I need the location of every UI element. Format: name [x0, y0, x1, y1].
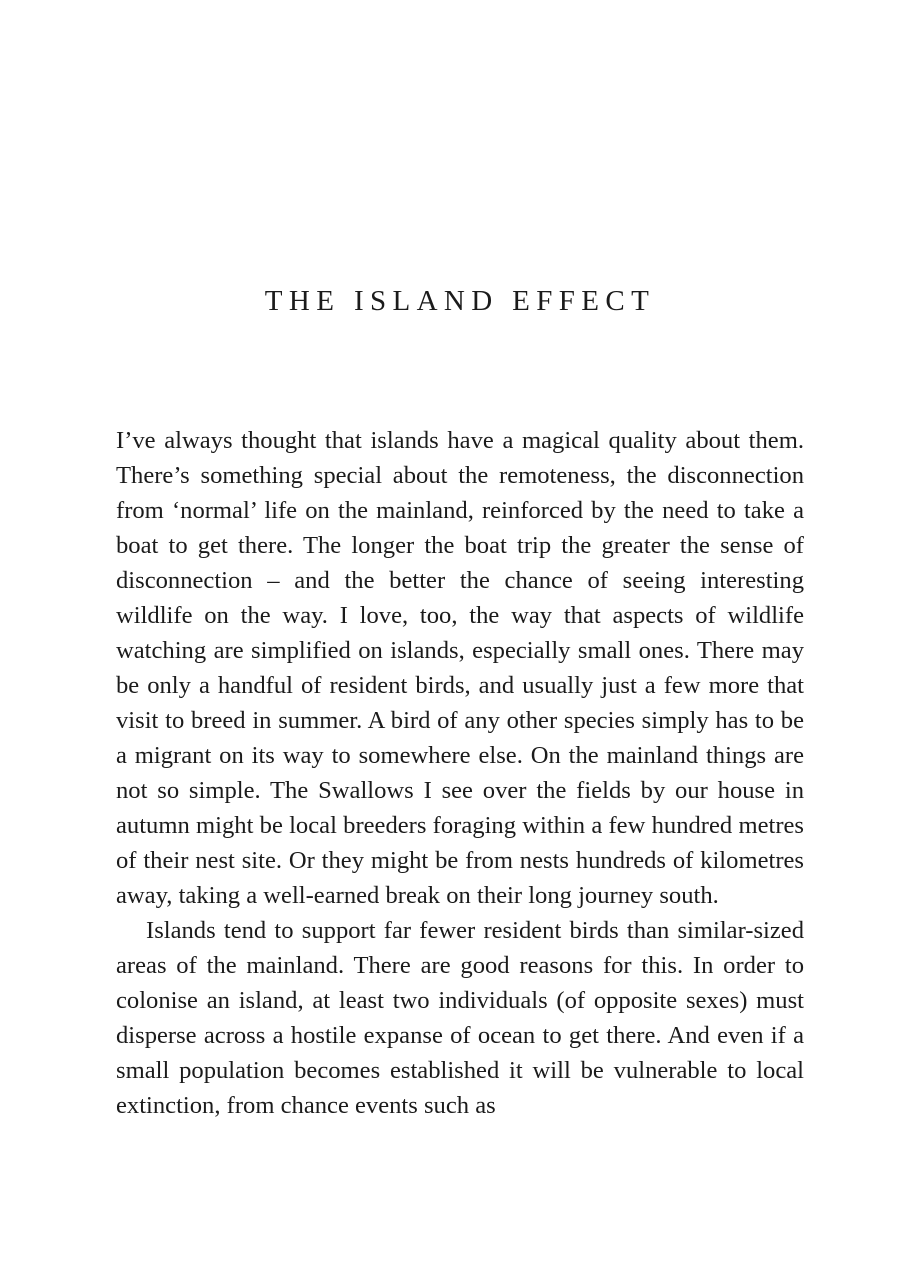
paragraph: Islands tend to support far fewer resident birds than similar-sized areas of the mainland. There are good reasons for this. In order to colonise an island, at least two individuals (of opposite sexes) must disperse across a hostile expanse of ocean to get there. And even if a small population becomes established it will be vulnerable to local extinction, from chance events such as — [116, 917, 804, 1119]
paragraph: I’ve always thought that islands have a magical quality about them. There’s something special about the remoteness, the disconnection from ‘normal’ life on the mainland, reinforced by the need to take a boat to get there. The longer the boat trip the greater the sense of disconnection – and the better the chance of seeing interesting wildlife on the way. I love, too, the way that aspects of wildlife watching are simplified on islands, especially small ones. There may be only a handful of resident birds, and usually just a few more that visit to breed in summer. A bird of any other species simply has to be a migrant on its way to somewhere else. On the mainland things are not so simple. The Swallows I see over the fields by our house in autumn might be local breeders foraging within a few hundred metres of their nest site. Or they might be from nests hundreds of kilometres away, taking a well-earned break on their long journey south. — [116, 427, 804, 909]
chapter-title: THE ISLAND EFFECT — [264, 285, 656, 317]
chapter-body — [116, 423, 804, 1123]
